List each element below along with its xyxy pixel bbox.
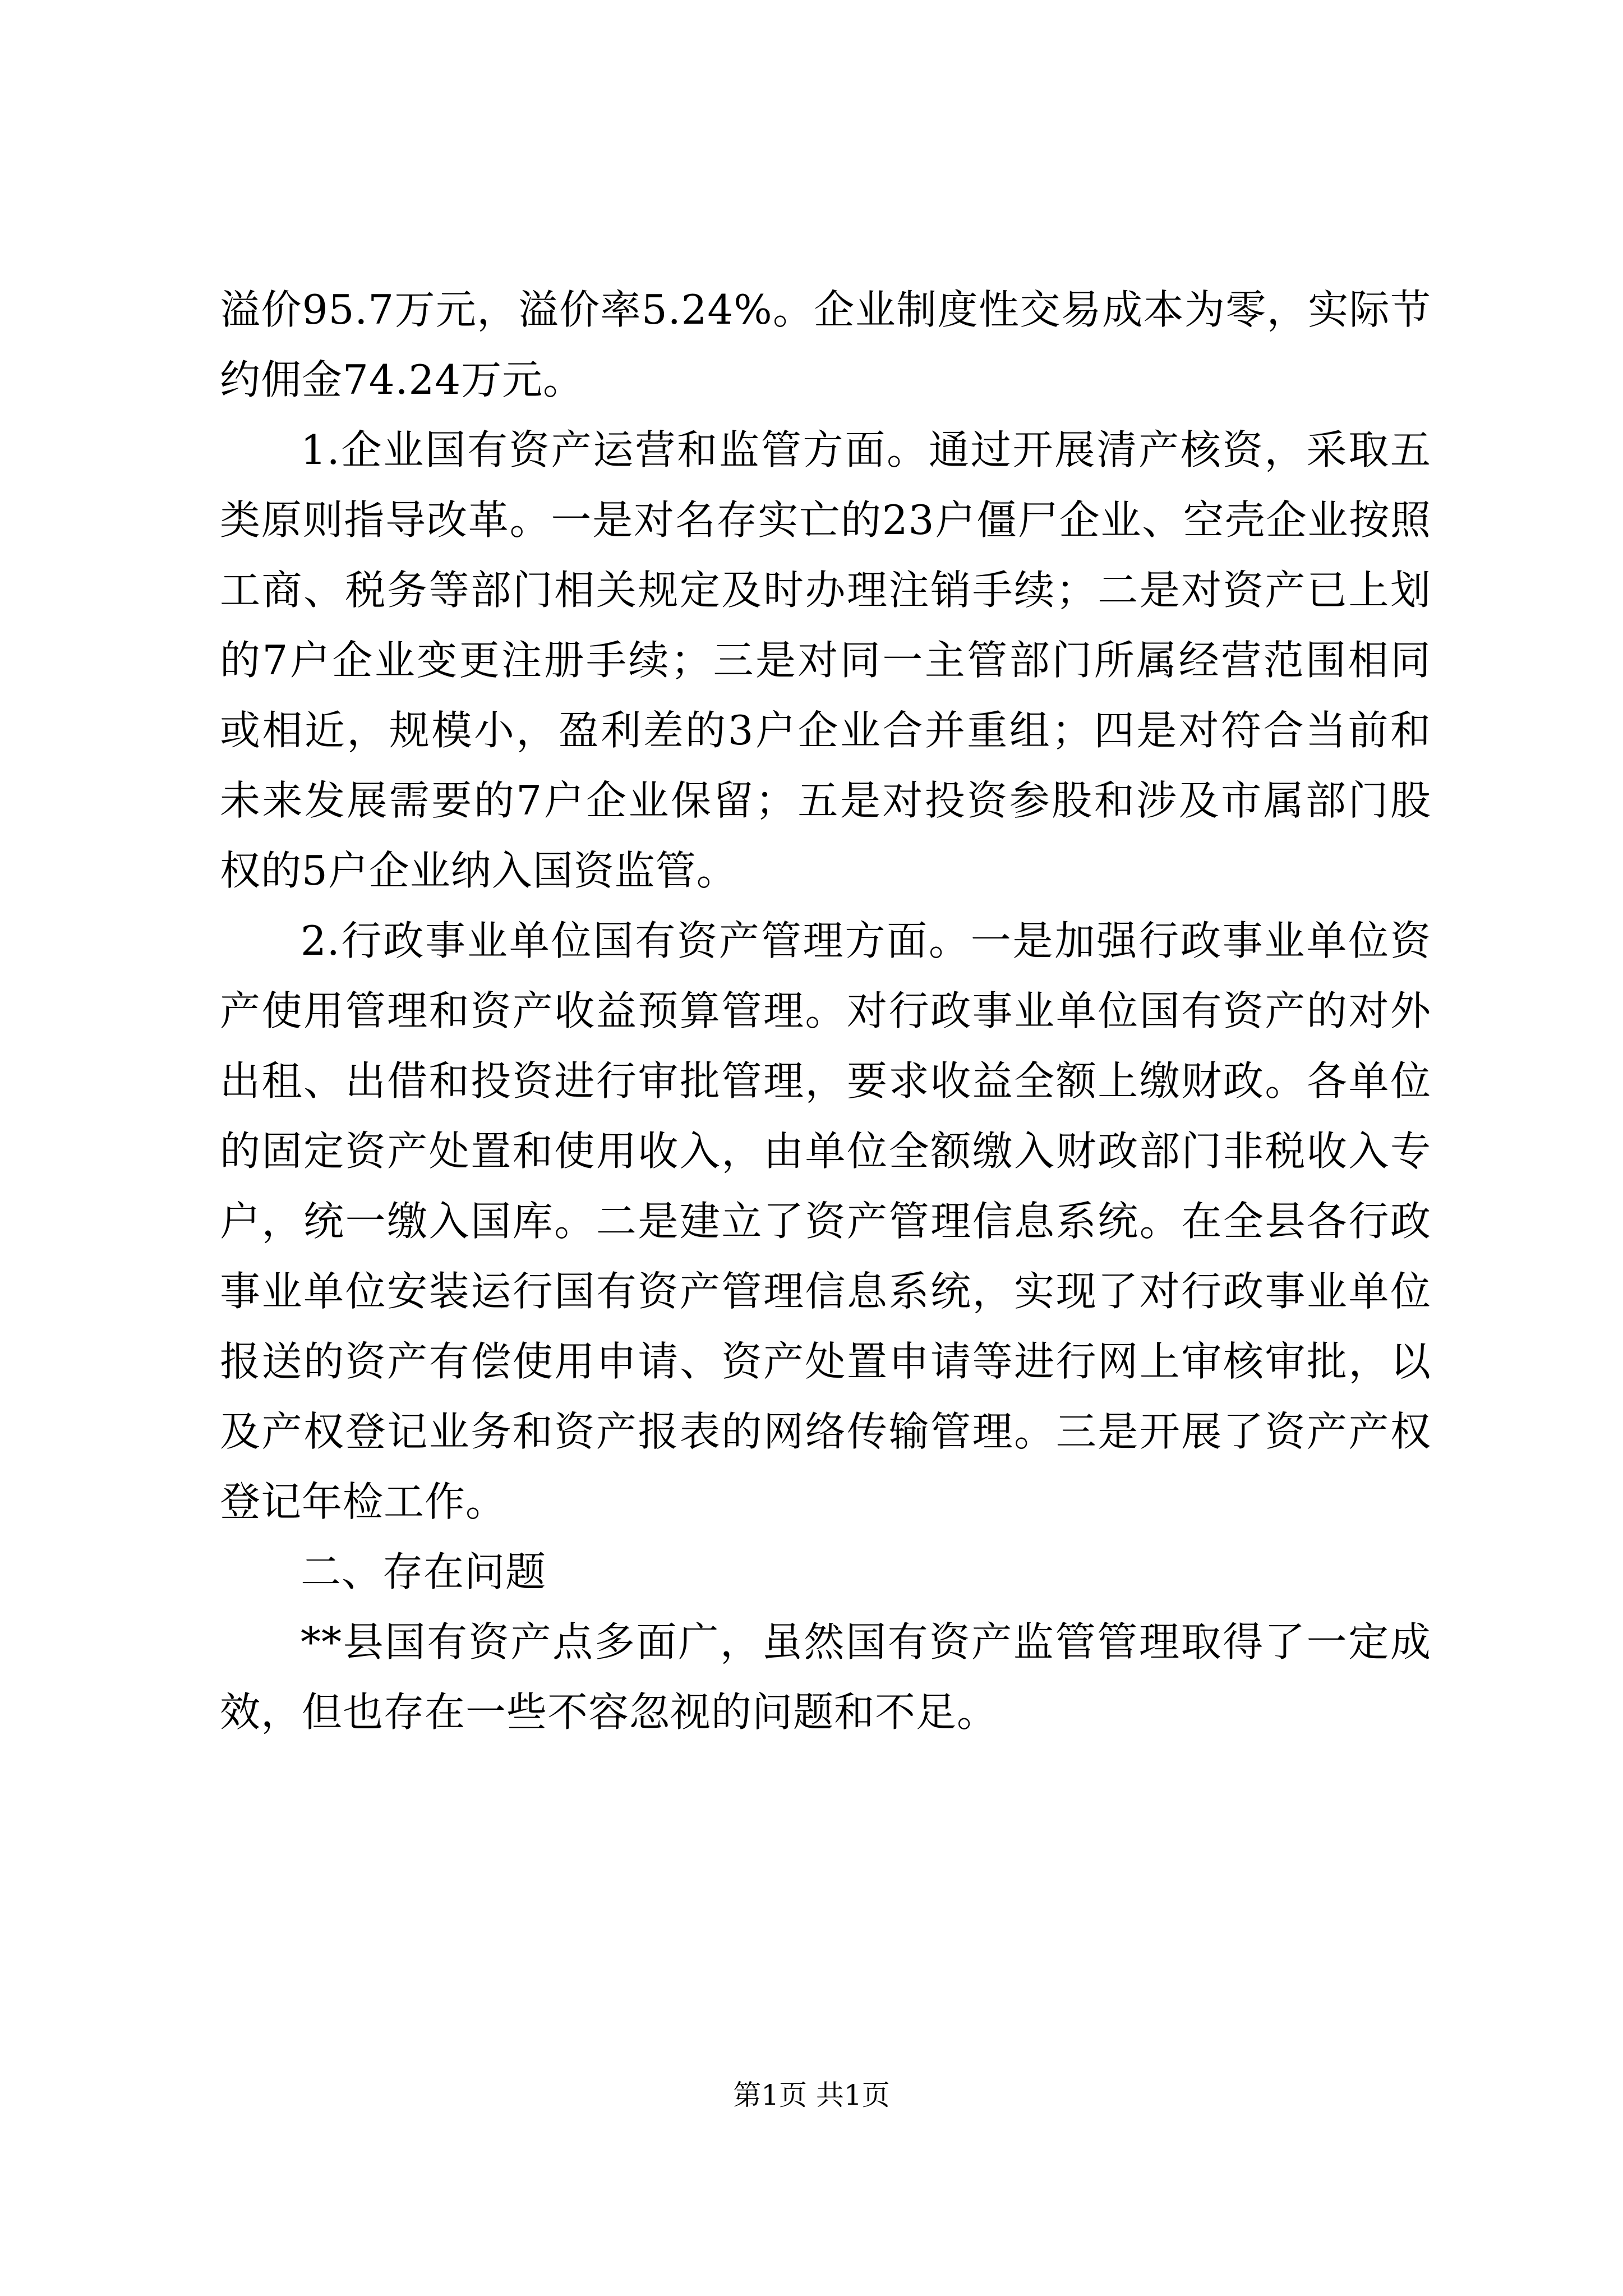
paragraph-1: 溢价95.7万元，溢价率5.24%。企业制度性交易成本为零，实际节约佣金74.24万元。 bbox=[220, 286, 1431, 403]
paragraph-3: 2.行政事业单位国有资产管理方面。一是加强行政事业单位资产使用管理和资产收益预算管理。对行政事业单位国有资产的对外出租、出借和投资进行审批管理，要求收益全额上缴财政。各单位的固定资产处置和使用收入，由单位全额缴入财政部门非税收入专户，统一缴入国库。二是建立了资产管理信息系统。在全县各行政事业单位安装运行国有资产管理信息系统，实现了对行政事业单位报送的资产有偿使用申请、资产处置申请等进行网上审核审批，以及产权登记业务和资产报表的网络传输管理。三是开展了资产产权登记年检工作。 bbox=[220, 917, 1431, 1525]
document-body bbox=[220, 275, 1431, 1747]
section-heading: 二、存在问题 bbox=[301, 1548, 547, 1595]
paragraph-2: 1.企业国有资产运营和监管方面。通过开展清产核资，采取五类原则指导改革。一是对名存实亡的23户僵尸企业、空壳企业按照工商、税务等部门相关规定及时办理注销手续；二是对资产已上划的7户企业变更注册手续；三是对同一主管部门所属经营范围相同或相近，规模小，盈利差的3户企业合并重组；四是对符合当前和未来发展需要的7户企业保留；五是对投资参股和涉及市属部门股权的5户企业纳入国资监管。 bbox=[220, 426, 1431, 894]
paragraph-4: **县国有资产点多面广，虽然国有资产监管管理取得了一定成效，但也存在一些不容忽视的问题和不足。 bbox=[220, 1618, 1431, 1736]
page-number-footer: 第1页 共1页 bbox=[733, 2079, 890, 2111]
